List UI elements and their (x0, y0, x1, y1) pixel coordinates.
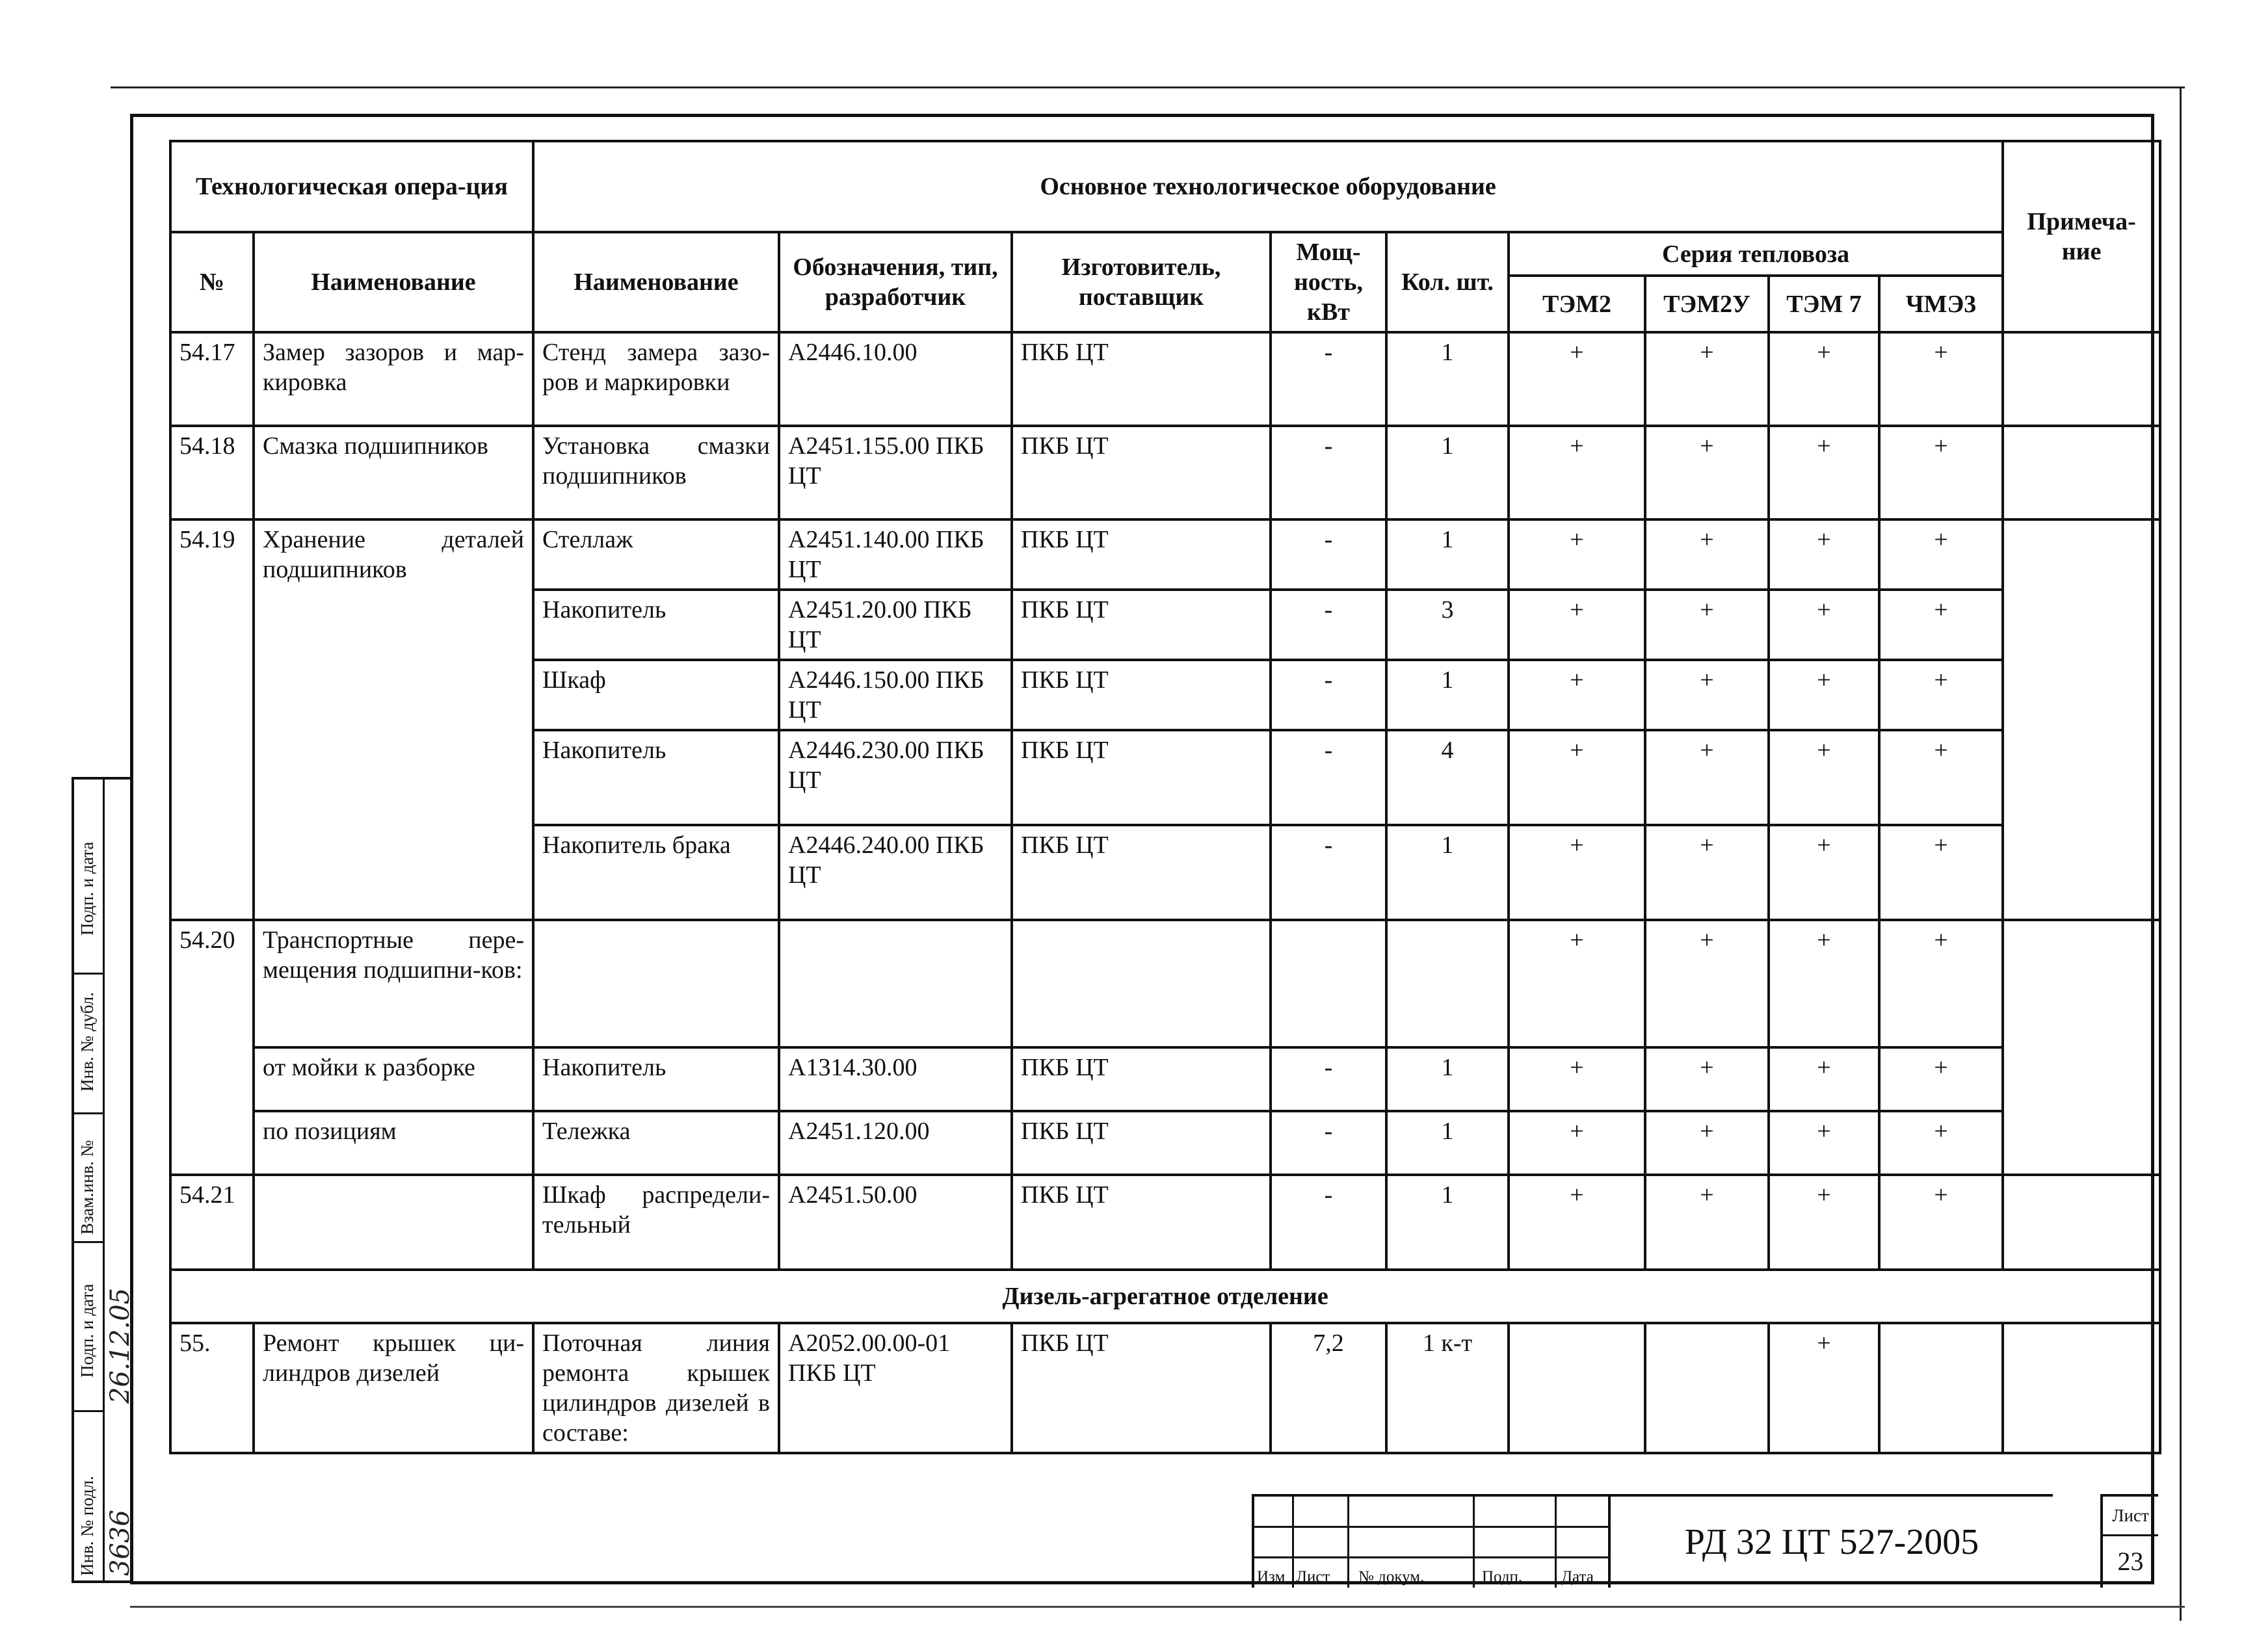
handwritten-date: 26.12.05 (105, 1287, 135, 1404)
table-row (170, 1111, 2160, 1175)
row-equipment: Тележка (533, 1111, 779, 1175)
header-note: Примеча-ние (2003, 141, 2160, 332)
row-power: - (1271, 825, 1386, 920)
row-power: 7,2 (1271, 1323, 1386, 1453)
row-tem7: + (1769, 920, 1879, 1047)
row-equipment: Накопитель (533, 590, 779, 660)
row-designation: А2451.140.00 ПКБ ЦТ (779, 519, 1012, 590)
row-tem7: + (1769, 1047, 1879, 1111)
row-note (2003, 1175, 2160, 1270)
row-qty: 1 (1386, 519, 1509, 590)
caption-sheet: Лист (1296, 1568, 1330, 1586)
row-qty: 1 (1386, 1175, 1509, 1270)
row-tem2 (1509, 1323, 1645, 1453)
row-equipment: Шкаф (533, 660, 779, 730)
header-manufacturer: Изготовитель, поставщик (1012, 232, 1271, 332)
row-tem2: + (1509, 730, 1645, 825)
row-power: - (1271, 1175, 1386, 1270)
row-designation: А1314.30.00 (779, 1047, 1012, 1111)
sheet-label: Лист (2103, 1497, 2158, 1536)
row-manufacturer: ПКБ ЦТ (1012, 332, 1271, 426)
row-tem2: + (1509, 426, 1645, 519)
row-note (2003, 920, 2160, 1175)
row-no: 54.19 (170, 519, 254, 920)
header-series-tem7: ТЭМ 7 (1769, 276, 1879, 332)
row-tem2u: + (1645, 590, 1769, 660)
row-chme3: + (1879, 920, 2003, 1047)
outer-border-top (111, 86, 2185, 88)
row-tem2u: + (1645, 920, 1769, 1047)
row-tem7: + (1769, 332, 1879, 426)
row-no: 55. (170, 1323, 254, 1453)
row-tem7: + (1769, 1175, 1879, 1270)
row-tem2: + (1509, 1111, 1645, 1175)
row-chme3 (1879, 1323, 2003, 1453)
row-designation: А2446.150.00 ПКБ ЦТ (779, 660, 1012, 730)
caption-change: Изм (1257, 1568, 1286, 1586)
header-operation-name: Наименование (254, 232, 533, 332)
header-no: № (170, 232, 254, 332)
row-note (2003, 426, 2160, 519)
header-designation: Обозначения, тип, разработчик (779, 232, 1012, 332)
row-manufacturer: ПКБ ЦТ (1012, 1323, 1271, 1453)
row-equipment: Установка смазки подшипников (533, 426, 779, 519)
row-qty: 4 (1386, 730, 1509, 825)
row-manufacturer: ПКБ ЦТ (1012, 730, 1271, 825)
row-no: 54.18 (170, 426, 254, 519)
row-power: - (1271, 1047, 1386, 1111)
row-designation: А2446.240.00 ПКБ ЦТ (779, 825, 1012, 920)
table-row (170, 1323, 2160, 1453)
stamp-label-replace-inv: Взам.инв. № (77, 1140, 97, 1235)
row-tem7: + (1769, 519, 1879, 590)
row-no: 54.20 (170, 920, 254, 1175)
handwritten-inventory-number: 3636 (105, 1510, 135, 1576)
equipment-table (169, 140, 2161, 1454)
row-power: - (1271, 1111, 1386, 1175)
row-designation: А2451.120.00 (779, 1111, 1012, 1175)
row-power (1271, 920, 1386, 1047)
row-chme3: + (1879, 426, 2003, 519)
row-tem2u: + (1645, 426, 1769, 519)
row-chme3: + (1879, 825, 2003, 920)
row-note (2003, 332, 2160, 426)
row-tem2: + (1509, 1175, 1645, 1270)
row-chme3: + (1879, 332, 2003, 426)
table-row (170, 426, 2160, 519)
row-tem2u: + (1645, 825, 1769, 920)
stamp-label-sign-date: Подп. и дата (77, 841, 97, 936)
row-tem2: + (1509, 332, 1645, 426)
row-tem2: + (1509, 660, 1645, 730)
row-power: - (1271, 660, 1386, 730)
row-power: - (1271, 590, 1386, 660)
header-equipment-name: Наименование (533, 232, 779, 332)
row-equipment: Поточная линия ремонта крышек цилиндров дизелей в составе: (533, 1323, 779, 1453)
row-designation: А2451.155.00 ПКБ ЦТ (779, 426, 1012, 519)
row-tem2: + (1509, 519, 1645, 590)
stamp-label-dup-inv: Инв. № дубл. (77, 992, 97, 1092)
row-manufacturer: ПКБ ЦТ (1012, 825, 1271, 920)
row-tem2: + (1509, 825, 1645, 920)
row-manufacturer: ПКБ ЦТ (1012, 590, 1271, 660)
row-equipment: Накопитель (533, 1047, 779, 1111)
stamp-label-sign-date-2: Подп. и дата (77, 1283, 97, 1378)
stamp-label-orig-inv: Инв. № подл. (77, 1476, 97, 1576)
row-power: - (1271, 519, 1386, 590)
strip-divider (103, 780, 105, 1580)
sheet-box (2100, 1494, 2158, 1588)
row-operation: по позициям (254, 1111, 533, 1175)
row-power: - (1271, 332, 1386, 426)
row-manufacturer: ПКБ ЦТ (1012, 1047, 1271, 1111)
row-qty: 1 (1386, 426, 1509, 519)
row-chme3: + (1879, 730, 2003, 825)
header-qty: Кол. шт. (1386, 232, 1509, 332)
row-power: - (1271, 730, 1386, 825)
row-chme3: + (1879, 1175, 2003, 1270)
row-qty: 1 к-т (1386, 1323, 1509, 1453)
row-power: - (1271, 426, 1386, 519)
row-qty: 1 (1386, 1111, 1509, 1175)
row-operation: Смазка подшипников (254, 426, 533, 519)
caption-doc-number: № докум. (1358, 1568, 1425, 1586)
row-manufacturer: ПКБ ЦТ (1012, 660, 1271, 730)
row-qty: 1 (1386, 825, 1509, 920)
row-designation: А2446.230.00 ПКБ ЦТ (779, 730, 1012, 825)
row-tem7: + (1769, 825, 1879, 920)
row-manufacturer (1012, 920, 1271, 1047)
row-equipment: Стеллаж (533, 519, 779, 590)
sheet-number: 23 (2117, 1547, 2144, 1576)
table-row (170, 920, 2160, 1047)
row-tem2u: + (1645, 660, 1769, 730)
row-operation: от мойки к разборке (254, 1047, 533, 1111)
title-block (1252, 1494, 2156, 1585)
header-tech-operation: Технологическая опера-ция (170, 141, 533, 232)
row-chme3: + (1879, 660, 2003, 730)
row-qty: 1 (1386, 660, 1509, 730)
row-equipment (533, 920, 779, 1047)
row-tem2u: + (1645, 1175, 1769, 1270)
row-tem2u: + (1645, 730, 1769, 825)
header-series-chme3: ЧМЭ3 (1879, 276, 2003, 332)
row-manufacturer: ПКБ ЦТ (1012, 519, 1271, 590)
row-no: 54.21 (170, 1175, 254, 1270)
row-designation (779, 920, 1012, 1047)
outer-border-bottom (130, 1606, 2185, 1608)
row-chme3: + (1879, 1111, 2003, 1175)
row-qty (1386, 920, 1509, 1047)
row-no: 54.17 (170, 332, 254, 426)
section-title: Дизель-агрегатное отделение (170, 1270, 2160, 1323)
caption-signature: Подп. (1482, 1568, 1523, 1586)
row-designation: А2451.20.00 ПКБ ЦТ (779, 590, 1012, 660)
row-operation: Замер зазоров и мар-кировка (254, 332, 533, 426)
table-row (170, 1047, 2160, 1111)
row-operation (254, 1175, 533, 1270)
row-tem7: + (1769, 426, 1879, 519)
row-qty: 3 (1386, 590, 1509, 660)
row-tem7: + (1769, 1111, 1879, 1175)
row-manufacturer: ПКБ ЦТ (1012, 426, 1271, 519)
row-operation: Ремонт крышек ци-линдров дизелей (254, 1323, 533, 1453)
row-tem2u: + (1645, 1111, 1769, 1175)
row-tem2: + (1509, 1047, 1645, 1111)
document-designation: РД 32 ЦТ 527-2005 (1608, 1494, 2053, 1588)
row-chme3: + (1879, 590, 2003, 660)
row-equipment: Накопитель брака (533, 825, 779, 920)
row-tem2u: + (1645, 519, 1769, 590)
row-tem7: + (1769, 730, 1879, 825)
row-chme3: + (1879, 519, 2003, 590)
header-series: Серия тепловоза (1509, 232, 2003, 276)
row-tem2: + (1509, 590, 1645, 660)
header-power: Мощ-ность, кВт (1271, 232, 1386, 332)
row-designation: А2446.10.00 (779, 332, 1012, 426)
row-tem2u: + (1645, 1047, 1769, 1111)
approval-stamp-strip (72, 777, 133, 1583)
table-row (170, 332, 2160, 426)
header-series-tem2: ТЭМ2 (1509, 276, 1645, 332)
outer-border-right (2180, 86, 2182, 1621)
header-main-equipment: Основное технологическое оборудование (533, 141, 2003, 232)
row-operation: Хранение деталей подшипников (254, 519, 533, 920)
row-tem2u: + (1645, 332, 1769, 426)
row-tem2u (1645, 1323, 1769, 1453)
row-equipment: Накопитель (533, 730, 779, 825)
row-equipment: Шкаф распредели-тельный (533, 1175, 779, 1270)
row-tem7: + (1769, 660, 1879, 730)
table-row (170, 1175, 2160, 1270)
row-equipment: Стенд замера зазо-ров и маркировки (533, 332, 779, 426)
table-row (170, 519, 2160, 590)
row-manufacturer: ПКБ ЦТ (1012, 1175, 1271, 1270)
caption-date: Дата (1561, 1568, 1594, 1586)
revision-grid (1252, 1494, 1611, 1588)
row-manufacturer: ПКБ ЦТ (1012, 1111, 1271, 1175)
row-note (2003, 519, 2160, 920)
row-qty: 1 (1386, 332, 1509, 426)
row-tem7: + (1769, 1323, 1879, 1453)
row-note (2003, 1323, 2160, 1453)
row-designation: А2451.50.00 (779, 1175, 1012, 1270)
row-tem2: + (1509, 920, 1645, 1047)
row-tem7: + (1769, 590, 1879, 660)
row-qty: 1 (1386, 1047, 1509, 1111)
row-operation: Транспортные пере-мещения подшипни-ков: (254, 920, 533, 1047)
header-series-tem2u: ТЭМ2У (1645, 276, 1769, 332)
section-row (170, 1270, 2160, 1323)
row-designation: А2052.00.00-01 ПКБ ЦТ (779, 1323, 1012, 1453)
row-chme3: + (1879, 1047, 2003, 1111)
